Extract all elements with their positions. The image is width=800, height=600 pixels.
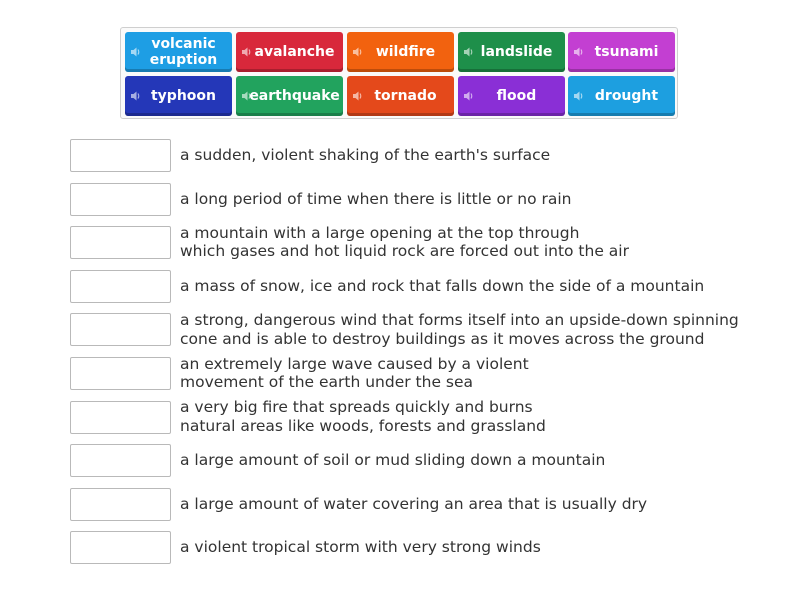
speaker-icon[interactable] xyxy=(573,90,585,102)
word-bank xyxy=(120,27,678,119)
tile-label: wildfire xyxy=(375,44,436,60)
answer-slot-7[interactable] xyxy=(70,401,171,434)
definition-2: a long period of time when there is little or no rain xyxy=(180,190,572,209)
speaker-icon[interactable] xyxy=(463,90,475,102)
definition-9: a large amount of water covering an area that is usually dry xyxy=(180,495,648,514)
answer-slot-6[interactable] xyxy=(70,357,171,390)
tile-label: landslide xyxy=(480,44,553,60)
definition-10: a violent tropical storm with very strong winds xyxy=(180,538,541,557)
definition-3: a mountain with a large opening at the top through which gases and hot liquid rock are forced out into the air xyxy=(180,223,629,260)
tile-label: tornado xyxy=(374,88,437,104)
answer-slot-2[interactable] xyxy=(70,183,171,216)
speaker-icon[interactable] xyxy=(352,46,364,58)
tile-label: earthquake xyxy=(249,88,340,104)
tile-tsunami[interactable] xyxy=(568,32,675,72)
tile-earthquake[interactable] xyxy=(236,76,343,116)
tile-typhoon[interactable] xyxy=(125,76,232,116)
speaker-icon[interactable] xyxy=(241,90,253,102)
tile-flood[interactable] xyxy=(458,76,565,116)
speaker-icon[interactable] xyxy=(463,46,475,58)
tile-volcanic-eruption[interactable] xyxy=(125,32,232,72)
speaker-icon[interactable] xyxy=(352,90,364,102)
definition-5: a strong, dangerous wind that forms itself into an upside-down spinning cone and is able to destroy buildings as it moves across the ground xyxy=(180,311,739,348)
speaker-icon[interactable] xyxy=(130,90,142,102)
tile-label: avalanche xyxy=(254,44,335,60)
speaker-icon[interactable] xyxy=(130,46,142,58)
tile-tornado[interactable] xyxy=(347,76,454,116)
answer-slot-10[interactable] xyxy=(70,531,171,564)
speaker-icon[interactable] xyxy=(573,46,585,58)
tile-wildfire[interactable] xyxy=(347,32,454,72)
tile-avalanche[interactable] xyxy=(236,32,343,72)
tile-label: typhoon xyxy=(150,88,216,104)
answer-slot-1[interactable] xyxy=(70,139,171,172)
tile-label: drought xyxy=(594,88,659,104)
answer-slot-5[interactable] xyxy=(70,313,171,346)
speaker-icon[interactable] xyxy=(241,46,253,58)
definition-6: an extremely large wave caused by a violent movement of the earth under the sea xyxy=(180,354,529,391)
definition-4: a mass of snow, ice and rock that falls down the side of a mountain xyxy=(180,277,705,296)
definition-8: a large amount of soil or mud sliding down a mountain xyxy=(180,451,606,470)
tile-label: volcanic eruption xyxy=(149,36,218,68)
tile-landslide[interactable] xyxy=(458,32,565,72)
answer-slot-3[interactable] xyxy=(70,226,171,259)
tile-drought[interactable] xyxy=(568,76,675,116)
answer-slot-8[interactable] xyxy=(70,444,171,477)
answer-slot-9[interactable] xyxy=(70,488,171,521)
definition-7: a very big fire that spreads quickly and burns natural areas like woods, forests and grassland xyxy=(180,398,546,435)
tile-label: tsunami xyxy=(594,44,659,60)
tile-label: flood xyxy=(496,88,537,104)
definition-1: a sudden, violent shaking of the earth's surface xyxy=(180,146,551,165)
answer-slot-4[interactable] xyxy=(70,270,171,303)
